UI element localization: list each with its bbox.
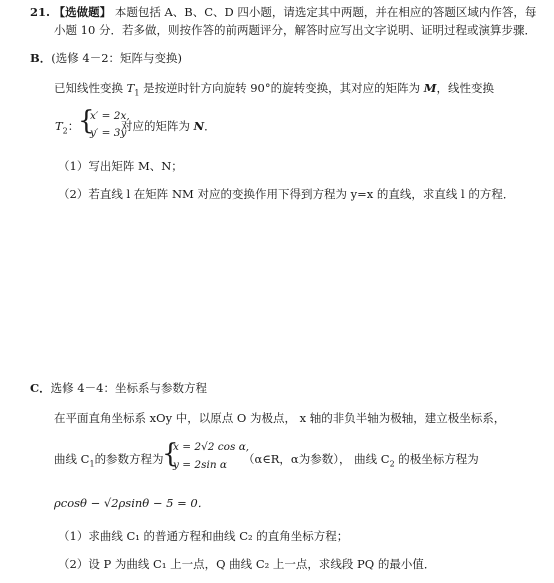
part-b-question-1: （1）写出矩阵 M、N； <box>58 159 183 173</box>
matrix-m-symbol: M <box>423 81 437 95</box>
question-intro-text: 本题包括 A、B、C、D 四小题，请选定其中两题，并在相应的答题区域内作答，每 <box>114 5 537 19</box>
param-note-text: （α∈R，α为参数）， 曲线 C <box>243 452 390 466</box>
part-c-heading <box>30 380 207 396</box>
t2-subscript: 2 <box>62 126 68 136</box>
part-b-text: 是按逆时针方向旋转 90°的旋转变换，其对应的矩阵为 <box>139 81 424 95</box>
t2-description <box>121 118 216 134</box>
c1-subscript: 1 <box>89 459 95 469</box>
t2-text: 对应的矩阵为 <box>121 119 194 133</box>
param-equation-2: y = 2sin α <box>173 459 228 471</box>
part-b-text: ，线性变换 <box>436 81 495 95</box>
part-c-title: 选修 4－4：坐标系与参数方程 <box>50 381 207 395</box>
param-note-text: 的极坐标方程为 <box>394 452 479 466</box>
part-b-title: (选修 4－2：矩阵与变换) <box>51 51 182 65</box>
system-brace: { <box>78 106 95 136</box>
question-number: 21. <box>30 5 51 19</box>
c2-subscript: 2 <box>389 459 395 469</box>
part-c-question-1: （1）求曲线 C₁ 的普通方程和曲线 C₂ 的直角坐标方程； <box>58 529 349 543</box>
curve-c1-label <box>54 451 164 468</box>
param-note <box>243 451 479 468</box>
question-tag: 【选做题】 <box>53 5 112 19</box>
part-b-letter: B． <box>30 51 52 65</box>
polar-equation: ρcosθ − √2ρsinθ − 5 = 0． <box>54 496 210 510</box>
curve-c1-text: 曲线 C <box>54 452 90 466</box>
t2-period: ． <box>204 119 216 133</box>
question-21-line1 <box>30 4 536 20</box>
part-b-text: 已知线性变换 <box>54 81 127 95</box>
part-b-paragraph <box>54 80 494 97</box>
part-c-question-2: （2）设 P 为曲线 C₁ 上一点，Q 曲线 C₂ 上一点，求线段 PQ 的最小值． <box>58 557 436 571</box>
t1-symbol: T <box>126 81 135 95</box>
t1-subscript: 1 <box>134 88 140 98</box>
matrix-n-symbol: N <box>193 119 205 133</box>
t2-label <box>55 118 79 135</box>
t2-symbol: T <box>55 119 63 133</box>
part-c-paragraph: 在平面直角坐标系 xOy 中，以原点 O 为极点， x 轴的非负半轴为极轴，建立极坐标系， <box>54 411 506 425</box>
param-equation-1: x = 2√2 cos α, <box>173 441 250 453</box>
part-c-letter: C． <box>30 381 51 395</box>
t2-equation-2: y′ = 3y <box>90 127 127 139</box>
t2-colon: ： <box>67 119 80 133</box>
part-b-heading <box>30 50 182 66</box>
t2-equation-1: x′ = 2x, <box>90 110 130 122</box>
part-b-question-2: （2）若直线 l 在矩阵 NM 对应的变换作用下得到方程为 y=x 的直线，求直线 l 的方程． <box>58 187 515 201</box>
param-system-brace: { <box>162 439 179 469</box>
question-21-line2: 小题 10 分．若多做，则按作答的前两题评分，解答时应写出文字说明、证明过程或演算步骤． <box>54 23 536 37</box>
curve-c1-text: 的参数方程为 <box>94 452 164 466</box>
